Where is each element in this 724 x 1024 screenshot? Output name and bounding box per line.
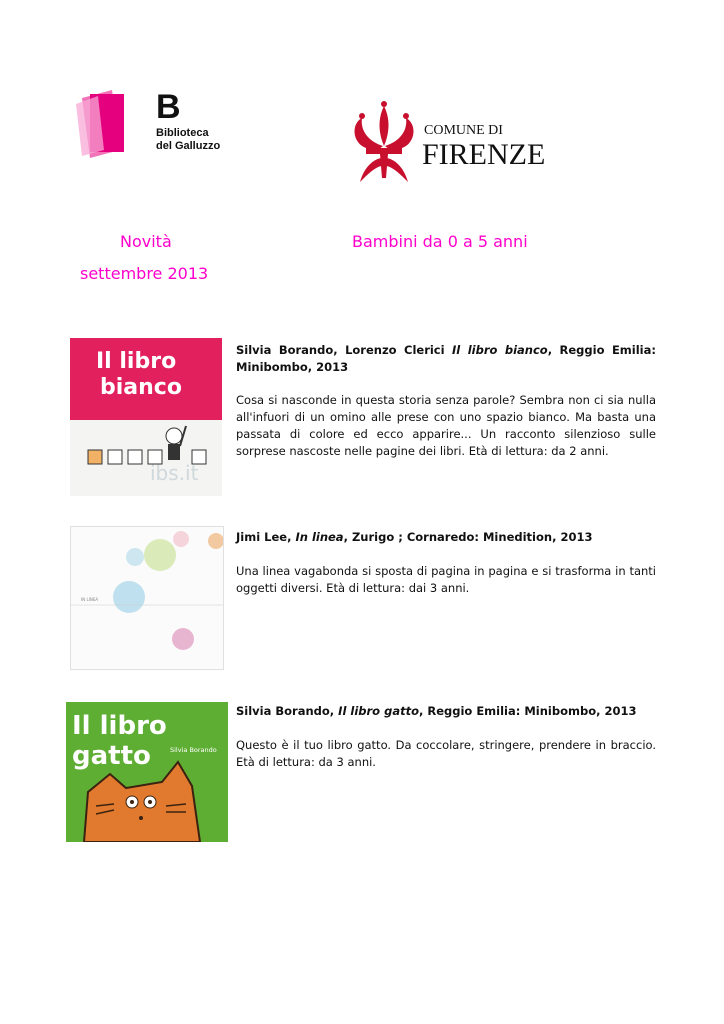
cover1-line2: bianco [100, 375, 182, 400]
book-cover-libro-gatto [66, 702, 228, 842]
biblioteca-logo [76, 88, 221, 158]
book1-description: Cosa si nasconde in questa storia senza parole? Sembra non ci sia nulla all'infuori di un omino alle prese con uno spazio bianco. Ma basta una passata di colore ed ecco apparire... Un racconto silenzioso sulle sorprese nascoste nelle pagine dei libri. Età di lettura: da 2 anni. [236, 393, 656, 458]
book-cover-libro-bianco [70, 338, 222, 496]
cover3-line2: gatto [72, 741, 151, 771]
book2-description: Una linea vagabonda si sposta di pagina in pagina e si trasforma in tanti oggetti diversi. Età di lettura: dai 3 anni. [236, 564, 656, 595]
cover3-line1: Il libro [72, 711, 167, 741]
cover1-watermark: ibs.it [150, 461, 199, 485]
book2-citation: Jimi Lee, In linea, Zurigo ; Cornaredo: Minedition, 2013 [236, 530, 593, 544]
firenze-line2: FIRENZE [422, 138, 545, 171]
book3-description: Questo è il tuo libro gatto. Da coccolare, stringere, prendere in braccio. Età di lettura: da 3 anni. [236, 738, 656, 769]
heading-category: Bambini da 0 a 5 anni [352, 232, 528, 251]
firenze-line1: COMUNE DI [424, 123, 503, 138]
firenze-logo [350, 98, 545, 193]
heading-novita: Novità [120, 232, 172, 251]
book3-citation: Silvia Borando, Il libro gatto, Reggio Emilia: Minibombo, 2013 [236, 704, 637, 718]
book1-citation: Silvia Borando, Lorenzo Clerici Il libro bianco, Reggio Emilia: Minibombo, 2013 [236, 343, 656, 374]
heading-month: settembre 2013 [80, 264, 209, 283]
logo-line1: Biblioteca [156, 127, 209, 139]
cover3-author: Silvia Borando [170, 746, 217, 754]
cover1-line1: Il libro [96, 349, 177, 374]
giglio-icon [355, 101, 414, 182]
logo-letter: B [156, 88, 181, 126]
logo-line2: del Galluzzo [156, 140, 221, 152]
book-cover-in-linea [70, 526, 224, 670]
cover2-label: IN LINEA [81, 597, 99, 602]
